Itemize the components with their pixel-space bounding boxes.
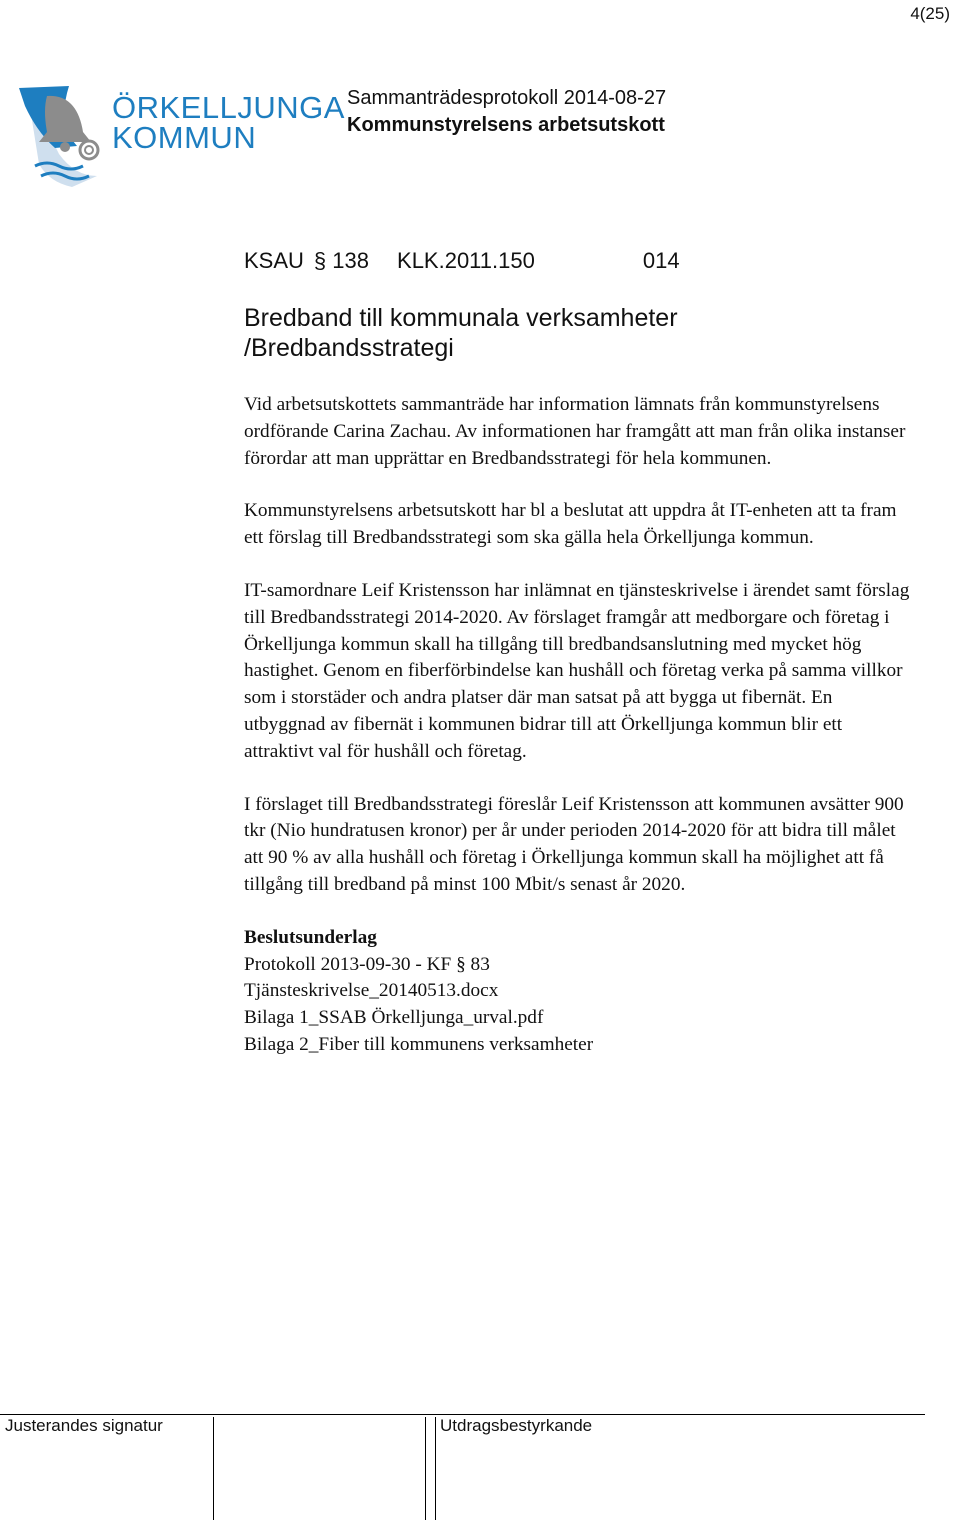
paragraph-4: I förslaget till Bredbandsstrategi föreslår Leif Kristensson att kommunen avsätter 900 tkr (Nio hundratusen kronor) per år under perioden 2014-2020 för att bidra till målet att 90 % av alla hushåll och företag i Örkelljunga kommun skall ha möjlighet att få tillgång till bredband på minst 100 Mbit/s senast år 2020. xyxy=(244,793,904,895)
paragraph-1: Vid arbetsutskottets sammanträde har information lämnats från kommunstyrelsens ordförande Carina Zachau. Av informationen har framgått att man från olika instanser förordar att man upprättar en Bredbandsstrategi för hela kommunen. xyxy=(244,394,906,469)
basis-item: Bilaga 2_Fiber till kommunens verksamheter xyxy=(244,1033,594,1055)
basis-item: Protokoll 2013-09-30 - KF § 83 xyxy=(244,953,490,975)
logo-text-line1: ÖRKELLJUNGA xyxy=(112,90,345,125)
section-symbol: § xyxy=(313,248,327,273)
committee-name: Kommunstyrelsens arbetsutskott xyxy=(347,114,665,136)
page-number: 4(25) xyxy=(910,4,950,23)
footer-top-rule xyxy=(0,1414,925,1415)
basis-item: Bilaga 1_SSAB Örkelljunga_urval.pdf xyxy=(244,1007,544,1029)
signature-box xyxy=(213,1417,426,1520)
decision-basis-heading: Beslutsunderlag xyxy=(244,926,377,948)
paragraph-3: IT-samordnare Leif Kristensson har inlämnat en tjänsteskrivelse i ärendet samt förslag till Bredbandsstrategi 2014-2020. Av förslaget framgår att medborgare och företag i Örkelljunga kommun skall ha tillgång till bredbandsanslutning med mycket hög hastighet. Genom en fiberförbindelse kan hushåll och företag verka på samma villkor som i storstäder och andra platser där man satsat på att bygga ut fibernät. En utbyggnad av fibernät i kommunen bidrar till att Örkelljunga kommun blir ett attraktivt val för hushåll och företag. xyxy=(244,579,910,762)
section-title: Bredband till kommunala verksamheter /Bredbandsstrategi xyxy=(244,304,678,362)
case-reference xyxy=(244,248,680,274)
decision-basis xyxy=(244,925,914,1059)
document-header xyxy=(347,85,666,139)
section-number: 138 xyxy=(332,248,370,273)
municipality-logo xyxy=(17,84,345,194)
protocol-title: Sammanträdesprotokoll 2014-08-27 xyxy=(347,87,667,109)
basis-item: Tjänsteskrivelse_20140513.docx xyxy=(244,980,499,1002)
case-prefix: KSAU xyxy=(244,248,304,273)
municipal-coat-of-arms-icon xyxy=(17,84,105,194)
classification-code: 014 xyxy=(642,248,680,273)
logo-text-line2: KOMMUN xyxy=(112,120,257,155)
document-body xyxy=(244,392,914,1059)
extract-label: Utdragsbestyrkande xyxy=(440,1416,593,1435)
signature-footer xyxy=(0,1414,960,1520)
paragraph-2: Kommunstyrelsens arbetsutskott har bl a beslutat att uppdra åt IT-enheten att ta fram ett förslag till Bredbandsstrategi som ska gälla hela Örkelljunga kommun. xyxy=(244,500,897,549)
signature-label: Justerandes signatur xyxy=(5,1416,163,1435)
diary-number: KLK.2011.150 xyxy=(397,248,535,273)
